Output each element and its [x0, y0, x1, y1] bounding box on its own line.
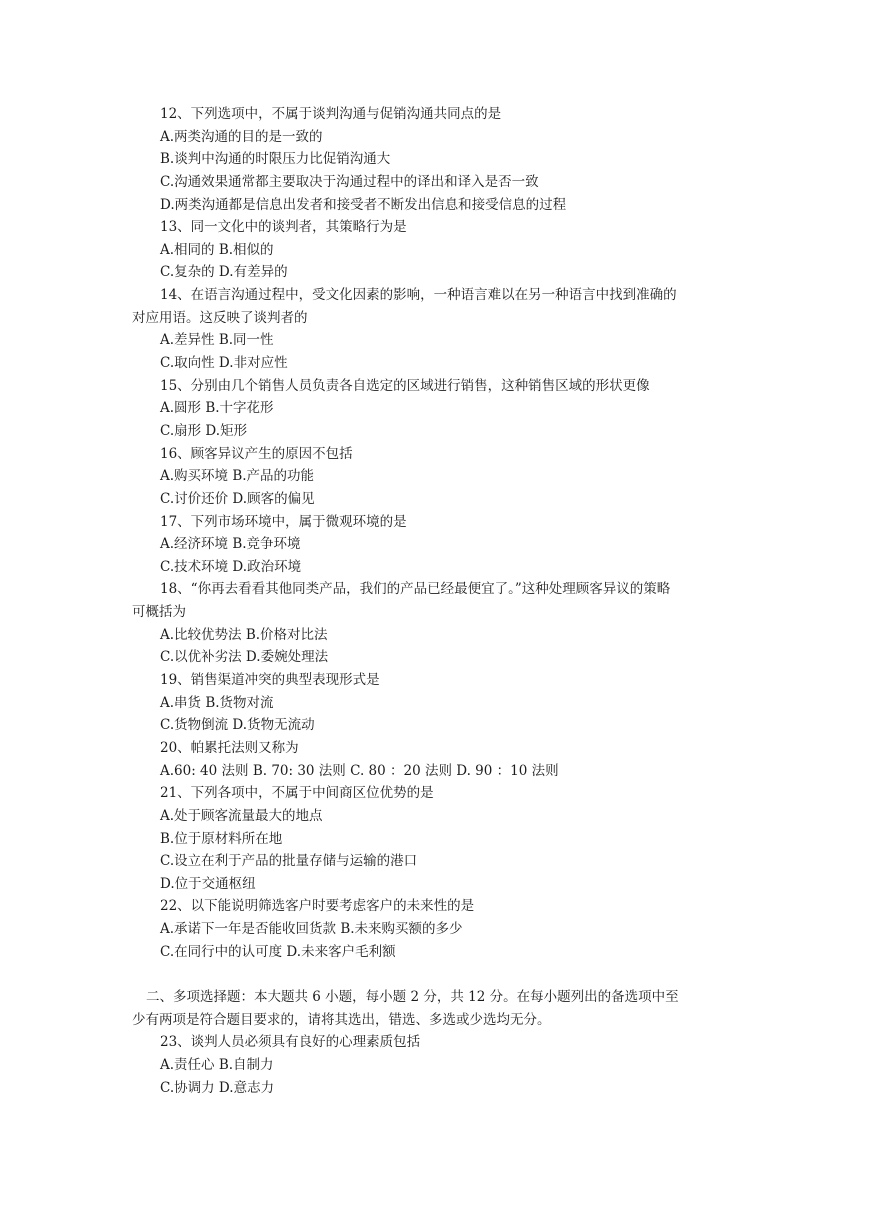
answer-options: C.设立在利于产品的批量存储与运输的港口 [160, 853, 418, 870]
question-stem: 19、销售渠道冲突的典型表现形式是 [160, 672, 380, 689]
answer-options: A.经济环境 B.竞争环境 [160, 536, 301, 553]
answer-options: C.扇形 D.矩形 [160, 422, 248, 439]
answer-options: B.位于原材料所在地 [160, 830, 283, 847]
answer-options: A.相同的 B.相似的 [160, 241, 274, 258]
question-stem: 15、分别由几个销售人员负责各自选定的区域进行销售，这种销售区域的形状更像 [160, 377, 650, 394]
answer-options: A.承诺下一年是否能收回货款 B.未来购买额的多少 [160, 921, 463, 938]
answer-options: A.60: 40 法则 B. 70: 30 法则 C. 80 ：20 法则 D. 90 ：10 法则 [160, 762, 559, 779]
answer-options: A.处于顾客流量最大的地点 [160, 807, 323, 824]
question-stem-continuation: 可概括为 [132, 604, 186, 621]
answer-options: A.串货 B.货物对流 [160, 694, 274, 711]
section-heading-continuation: 少有两项是符合题目要求的，请将其选出，错选、多选或少选均无分。 [132, 1011, 551, 1028]
answer-options: B.谈判中沟通的时限压力比促销沟通大 [160, 151, 391, 168]
answer-options: C.货物倒流 D.货物无流动 [160, 717, 315, 734]
answer-options: C.协调力 D.意志力 [160, 1079, 275, 1096]
answer-options: C.复杂的 D.有差异的 [160, 264, 288, 281]
answer-options: A.比较优势法 B.价格对比法 [160, 626, 328, 643]
answer-options: A.购买环境 B.产品的功能 [160, 468, 315, 485]
answer-options: C.讨价还价 D.顾客的偏见 [160, 490, 315, 507]
answer-options: D.位于交通枢纽 [160, 875, 256, 892]
answer-options: C.技术环境 D.政治环境 [160, 558, 302, 575]
exam-content [0, 103, 869, 1099]
question-stem: 20、帕累托法则又称为 [160, 739, 299, 756]
question-stem: 18、“你再去看看其他同类产品，我们的产品已经最便宜了。”这种处理顾客异议的策略 [160, 581, 671, 598]
question-stem: 14、在语言沟通过程中，受文化因素的影响，一种语言难以在另一种语言中找到准确的 [160, 287, 677, 304]
answer-options: C.沟通效果通常都主要取决于沟通过程中的译出和译入是否一致 [160, 173, 539, 190]
answer-options: A.两类沟通的目的是一致的 [160, 128, 323, 145]
section-heading: 二、多项选择题：本大题共 6 小题，每小题 2 分，共 12 分。在每小题列出的备选项中至 [146, 988, 679, 1005]
question-stem: 13、同一文化中的谈判者，其策略行为是 [160, 219, 407, 236]
question-stem: 17、下列市场环境中，属于微观环境的是 [160, 513, 407, 530]
answer-options: D.两类沟通都是信息出发者和接受者不断发出信息和接受信息的过程 [160, 196, 567, 213]
answer-options: A.差异性 B.同一性 [160, 332, 274, 349]
answer-options: C.以优补劣法 D.委婉处理法 [160, 649, 329, 666]
question-stem: 21、下列各项中，不属于中间商区位优势的是 [160, 785, 434, 802]
blank-line [0, 963, 869, 986]
answer-options: C.取向性 D.非对应性 [160, 355, 288, 372]
answer-options: A.责任心 B.自制力 [160, 1056, 274, 1073]
question-stem: 22、以下能说明筛选客户时要考虑客户的未来性的是 [160, 898, 475, 915]
question-stem-continuation: 对应用语。这反映了谈判者的 [132, 309, 308, 326]
question-stem: 16、顾客异议产生的原因不包括 [160, 445, 353, 462]
question-stem: 12、下列选项中，不属于谈判沟通与促销沟通共同点的是 [160, 106, 502, 122]
answer-options: C.在同行中的认可度 D.未来客户毛利额 [160, 943, 396, 960]
question-stem: 23、谈判人员必须具有良好的心理素质包括 [160, 1034, 421, 1051]
answer-options: A.圆形 B.十字花形 [160, 400, 274, 417]
